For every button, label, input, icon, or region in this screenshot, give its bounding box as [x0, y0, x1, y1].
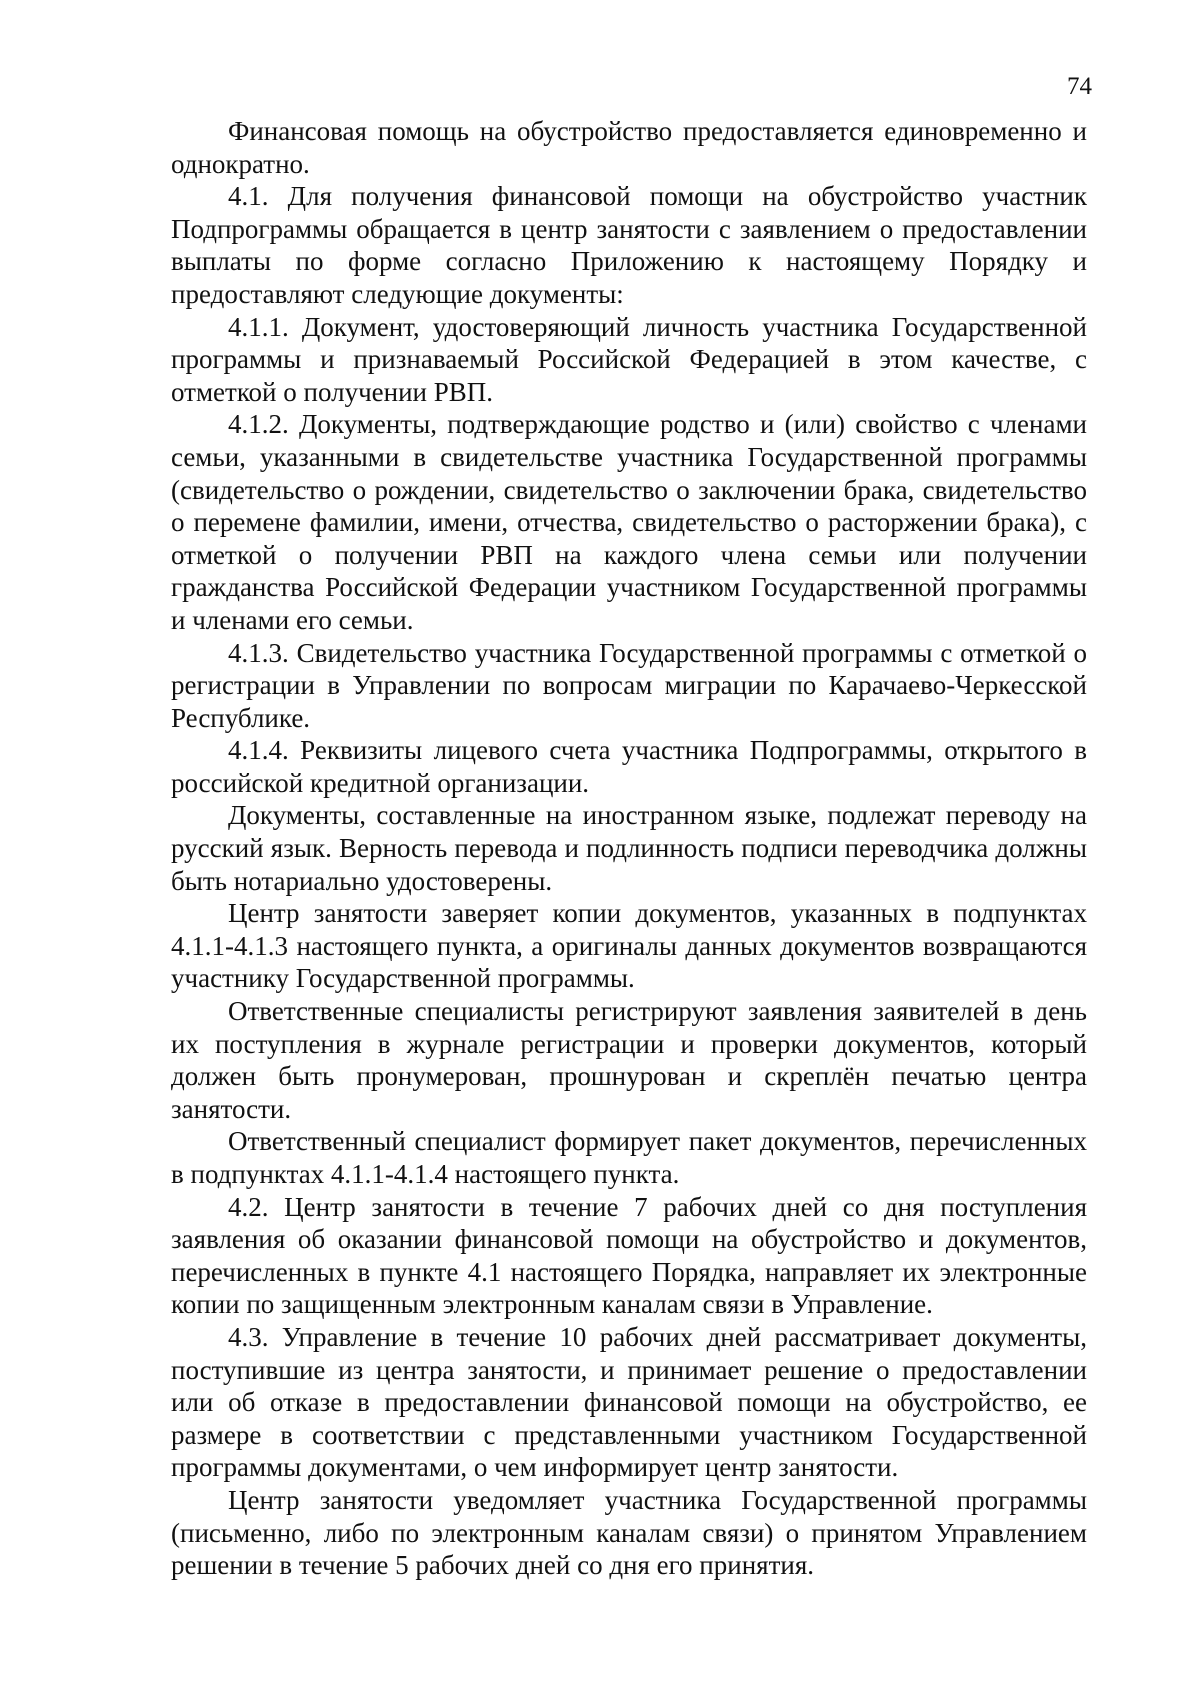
paragraph-4-1-2: 4.1.2. Документы, подтверждающие родство и (или) свойство с членами семьи, указанными в свидетельстве участника Государственной программы (свидетельство о рождении, свидетельство о заключении брака, свидетельство о перемене фамилии, имени, отчества, свидетельство о расторжении брака), с отметкой о получении РВП на каждого члена семьи или получении гражданства Российской Федерации участником Государственной программы и членами его семьи.	[171, 409, 1087, 635]
paragraph-assistance-intro: Финансовая помощь на обустройство предоставляется единовременно и однократно.	[171, 116, 1087, 179]
paragraph-4-3: 4.3. Управление в течение 10 рабочих дней рассматривает документы, поступившие из центра занятости, и принимает решение о предоставлении или об отказе в предоставлении финансовой помощи на обустройство, ее размере в соответствии с представленными участником Государственной программы документами, о чем информирует центр занятости.	[171, 1321, 1087, 1483]
paragraph-foreign-documents: Документы, составленные на иностранном языке, подлежат переводу на русский язык. Верность перевода и подлинность подписи переводчика должны быть нотариально удостоверены.	[171, 800, 1087, 896]
paragraph-4-2: 4.2. Центр занятости в течение 7 рабочих дней со дня поступления заявления об оказании финансовой помощи на обустройство и документов, перечисленных в пункте 4.1 настоящего Порядка, направляет их электронные копии по защищенным электронным каналам связи в Управление.	[171, 1191, 1087, 1320]
paragraph-4-1-3: 4.1.3. Свидетельство участника Государственной программы с отметкой о регистрации в Управлении по вопросам миграции по Карачаево-Черкесской Республике.	[171, 637, 1087, 733]
page-number: 74	[1067, 73, 1092, 100]
paragraph-notification: Центр занятости уведомляет участника Государственной программы (письменно, либо по электронным каналам связи) о принятом Управлением решении в течение 5 рабочих дней со дня его принятия.	[171, 1484, 1087, 1581]
paragraph-4-1: 4.1. Для получения финансовой помощи на обустройство участник Подпрограммы обращается в центр занятости с заявлением о предоставлении выплаты по форме согласно Приложению к настоящему Порядку и предоставляют следующие документы:	[171, 181, 1087, 309]
paragraph-copies-certification: Центр занятости заверяет копии документов, указанных в подпунктах 4.1.1-4.1.3 настоящего пункта, а оригиналы данных документов возвращаются участнику Государственной программы.	[171, 898, 1087, 994]
document-body	[171, 115, 1087, 1582]
paragraph-4-1-4: 4.1.4. Реквизиты лицевого счета участника Подпрограммы, открытого в российской кредитной организации.	[171, 735, 1087, 798]
paragraph-document-package: Ответственный специалист формирует пакет документов, перечисленных в подпунктах 4.1.1-4.1.4 настоящего пункта.	[171, 1126, 1087, 1189]
paragraph-registration-journal: Ответственные специалисты регистрируют заявления заявителей в день их поступления в журнале регистрации и проверки документов, который должен быть пронумерован, прошнурован и скреплён печатью центра занятости.	[171, 996, 1087, 1124]
paragraph-4-1-1: 4.1.1. Документ, удостоверяющий личность участника Государственной программы и признаваемый Российской Федерацией в этом качестве, с отметкой о получении РВП.	[171, 311, 1087, 407]
